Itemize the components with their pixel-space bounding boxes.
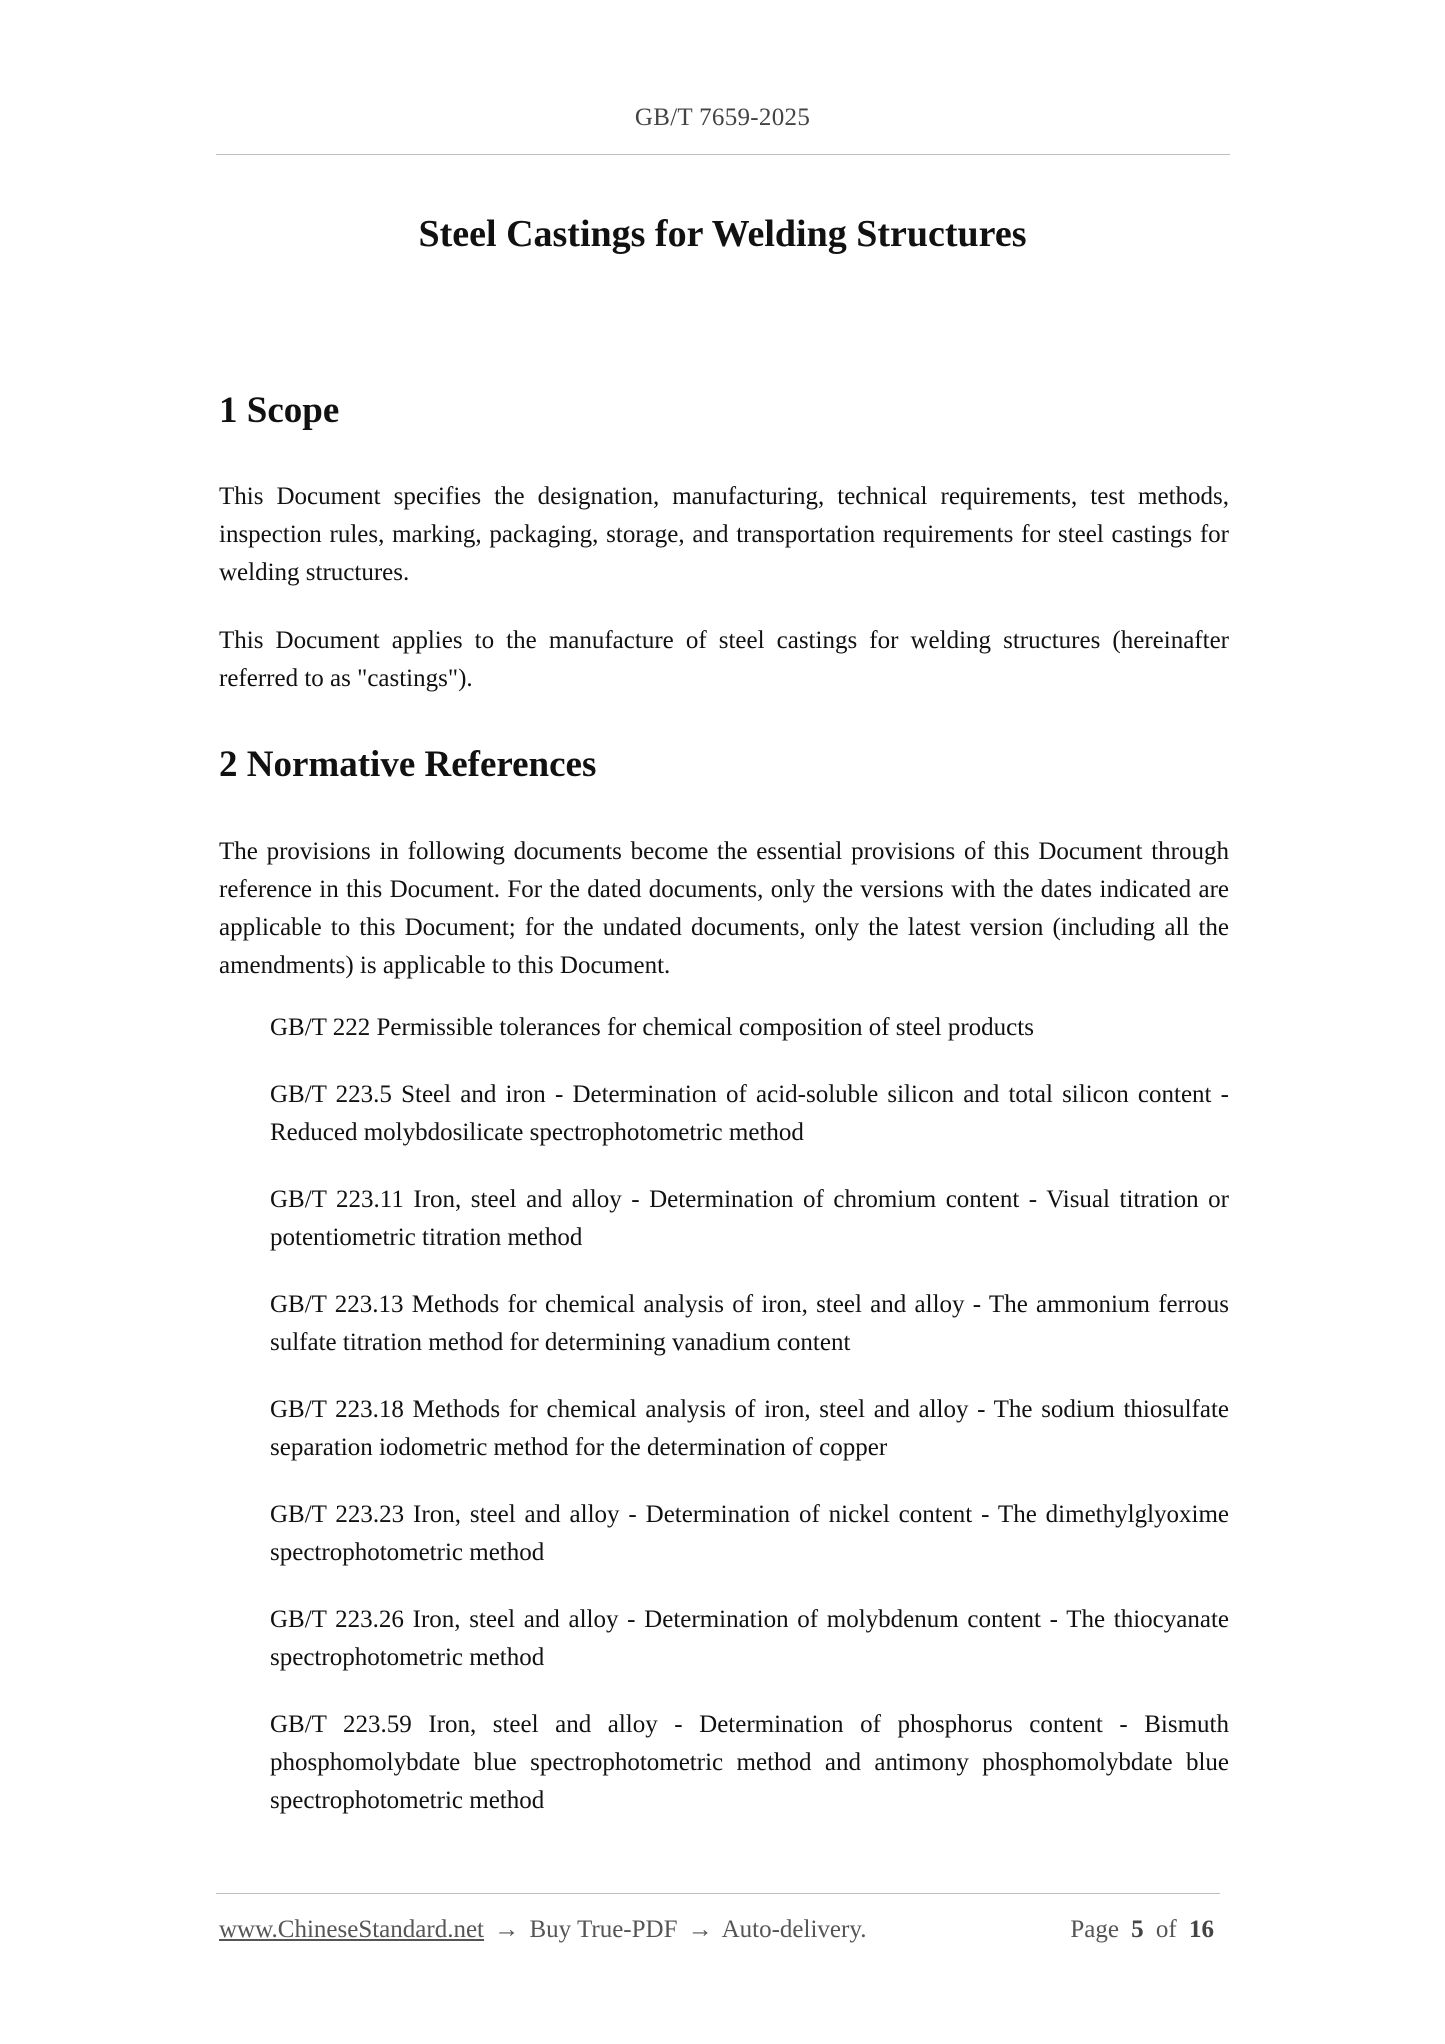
of-label: of: [1155, 1916, 1177, 1943]
section-heading-scope: 1 Scope: [219, 390, 340, 431]
scope-paragraph-1: This Document specifies the designation, manufacturing, technical requirements, test methods, inspection rules, marking, packaging, storage, and transportation requirements for steel castings for welding structures.: [219, 483, 1229, 586]
arrow-right-icon: →: [687, 1916, 713, 1943]
auto-delivery-text: Auto-delivery.: [721, 1916, 867, 1943]
reference-item: GB/T 223.11 Iron, steel and alloy - Determination of chromium content - Visual titration or potentiometric titration method: [270, 1186, 1229, 1251]
header-divider: [216, 154, 1230, 155]
reference-item: GB/T 223.23 Iron, steel and alloy - Determination of nickel content - The dimethylglyoxime spectrophotometric method: [270, 1501, 1229, 1566]
arrow-right-icon: →: [494, 1916, 520, 1943]
buy-pdf-text: Buy True-PDF: [529, 1916, 678, 1943]
page-indicator: [1070, 1916, 1220, 1944]
reference-item: GB/T 223.26 Iron, steel and alloy - Determination of molybdenum content - The thiocyanate spectrophotometric method: [270, 1606, 1229, 1671]
current-page-number: 5: [1131, 1916, 1144, 1943]
page-label: Page: [1070, 1916, 1119, 1943]
reference-item: GB/T 223.59 Iron, steel and alloy - Determination of phosphorus content - Bismuth phosphomolybdate blue spectrophotometric method and antimony phosphomolybdate blue spectrophotometric method: [270, 1711, 1229, 1814]
reference-item: GB/T 223.13 Methods for chemical analysis of iron, steel and alloy - The ammonium ferrous sulfate titration method for determining vanadium content: [270, 1291, 1229, 1356]
reference-list: [270, 1009, 1229, 1849]
reference-item: GB/T 222 Permissible tolerances for chemical composition of steel products: [270, 1014, 1034, 1041]
reference-item: GB/T 223.5 Steel and iron - Determination of acid-soluble silicon and total silicon content - Reduced molybdosilicate spectrophotometric method: [270, 1081, 1229, 1146]
scope-paragraph-2: This Document applies to the manufacture of steel castings for welding structures (hereinafter referred to as "castings").: [219, 627, 1229, 692]
website-link[interactable]: www.ChineseStandard.net: [219, 1916, 484, 1943]
header-doc-number: GB/T 7659-2025: [634, 104, 811, 131]
document-title: Steel Castings for Welding Structures: [418, 213, 1027, 255]
reference-item: GB/T 223.18 Methods for chemical analysis of iron, steel and alloy - The sodium thiosulfate separation iodometric method for the determination of copper: [270, 1396, 1229, 1461]
normative-references-paragraph: The provisions in following documents become the essential provisions of this Document through reference in this Document. For the dated documents, only the versions with the dates indicated are applicable to this Document; for the undated documents, only the latest version (including all the amendments) is applicable to this Document.: [219, 838, 1229, 979]
footer-promo: [219, 1916, 866, 1944]
total-pages-number: 16: [1189, 1916, 1214, 1943]
section-heading-normative-references: 2 Normative References: [219, 744, 597, 785]
footer-divider: [216, 1893, 1220, 1894]
